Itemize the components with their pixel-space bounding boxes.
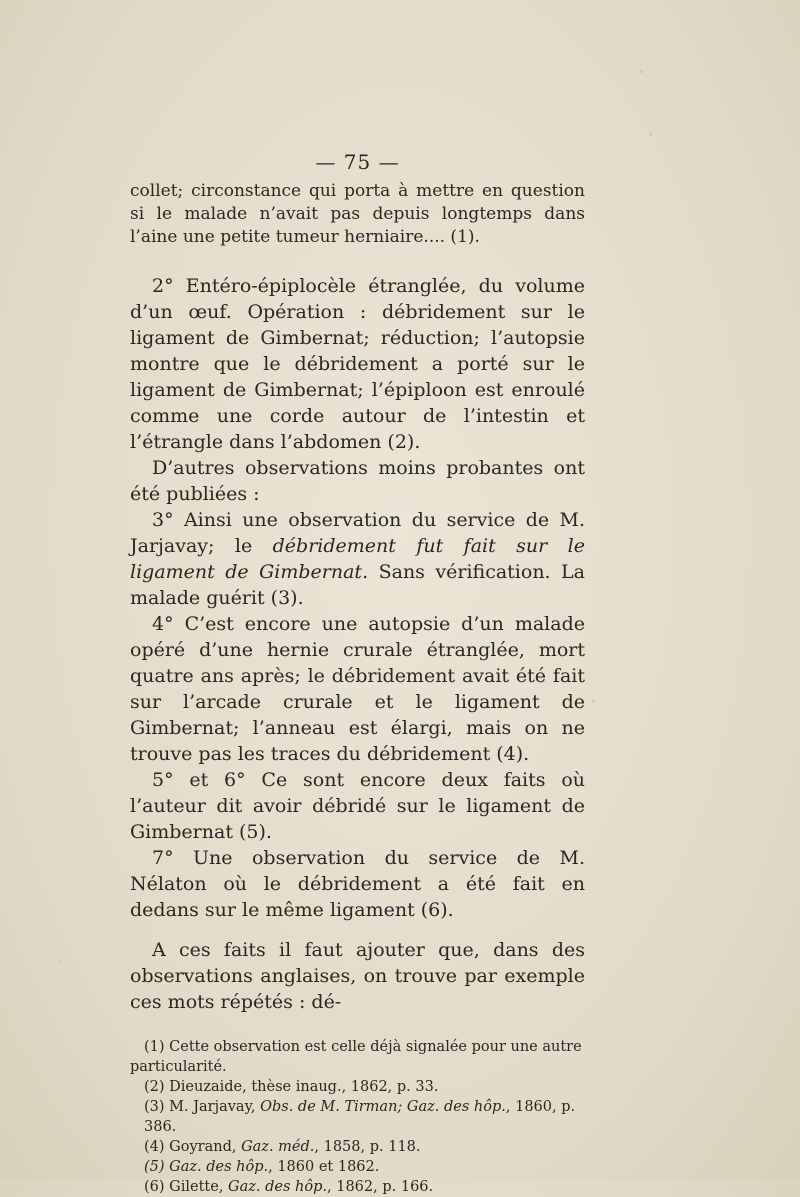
- paper-spot: [592, 700, 595, 703]
- paragraph-observation-2: 2° Entéro-épiplocèle étranglée, du volume d’un œuf. Opération : débridement sur le ligament de Gimbernat; réduction; l’autopsie montre que le débridement a porté sur le ligament de Gimbernat; l’épiploon est enroulé comme une corde autour de l’intestin et l’étrangle dans l’abdomen (2).: [130, 275, 585, 453]
- fn6-author: (6) Gilette,: [144, 1179, 224, 1195]
- footnote-6: [130, 1177, 585, 1197]
- footnote-5: [130, 1157, 585, 1177]
- fn4-source: Gaz. méd.: [241, 1139, 315, 1155]
- fn4-author: (4) Goyrand,: [144, 1139, 237, 1155]
- fn3-source: Obs. de M. Tirman; Gaz. des hôp.: [260, 1099, 506, 1115]
- paragraph-continuation: collet; circonstance qui porta à mettre en question si le malade n’avait pas depuis longtemps dans l’aine une petite tumeur herniaire.... (1).: [130, 181, 585, 247]
- paper-spot: [650, 132, 652, 136]
- footnote-3: [130, 1097, 585, 1137]
- page-number: — 75 —: [315, 150, 400, 174]
- book-page: [130, 150, 585, 1197]
- fn3-ref: , 1860, p. 386.: [144, 1099, 576, 1135]
- obs3-text-a: 3° Ainsi une observation du service de M. Jarjavay; le: [130, 509, 585, 557]
- fn5-ref: , 1860 et 1862.: [268, 1159, 380, 1175]
- paragraph-observation-4: 4° C’est encore une autopsie d’un malade opéré d’une hernie crurale étranglée, mort quatre ans après; le débridement avait été fait sur l’arcade crurale et le ligament de Gimbernat; l’anneau est élargi, mais on ne trouve pas les traces du débridement (4).: [130, 613, 585, 765]
- fn6-ref: , 1862, p. 166.: [327, 1179, 434, 1195]
- paragraph-observation-3: [130, 507, 585, 611]
- paper-spot: [60, 960, 62, 962]
- footnotes: [130, 1037, 585, 1197]
- paper-spot: [640, 70, 643, 73]
- obs3-italic: débridement fut fait sur le ligament de Gimbernat.: [130, 535, 585, 583]
- obs3-text-b: Sans vérification. La malade guérit (3).: [130, 561, 586, 609]
- paragraph-english-observations: A ces faits il faut ajouter que, dans des observations anglaises, on trouve par exemple ces mots répétés : dé-: [130, 939, 585, 1013]
- footnote-4: [130, 1137, 585, 1157]
- paragraph-observation-5-6: 5° et 6° Ce sont encore deux faits où l’auteur dit avoir débridé sur le ligament de Gimbernat (5).: [130, 769, 585, 843]
- paragraph-observation-7: 7° Une observation du service de M. Nélaton où le débridement a été fait en dedans sur le même ligament (6).: [130, 847, 585, 921]
- footnote-1: (1) Cette observation est celle déjà signalée pour une autre particularité.: [130, 1039, 582, 1075]
- fn3-author: (3) M. Jarjavay,: [144, 1099, 256, 1115]
- paragraph-other-observations: D’autres observations moins probantes ont été publiées :: [130, 457, 585, 505]
- fn6-source: Gaz. des hôp.: [228, 1179, 328, 1195]
- fn4-ref: , 1858, p. 118.: [314, 1139, 421, 1155]
- fn5-source: (5) Gaz. des hôp.: [144, 1159, 269, 1175]
- footnote-2: (2) Dieuzaide, thèse inaug., 1862, p. 33.: [144, 1079, 439, 1095]
